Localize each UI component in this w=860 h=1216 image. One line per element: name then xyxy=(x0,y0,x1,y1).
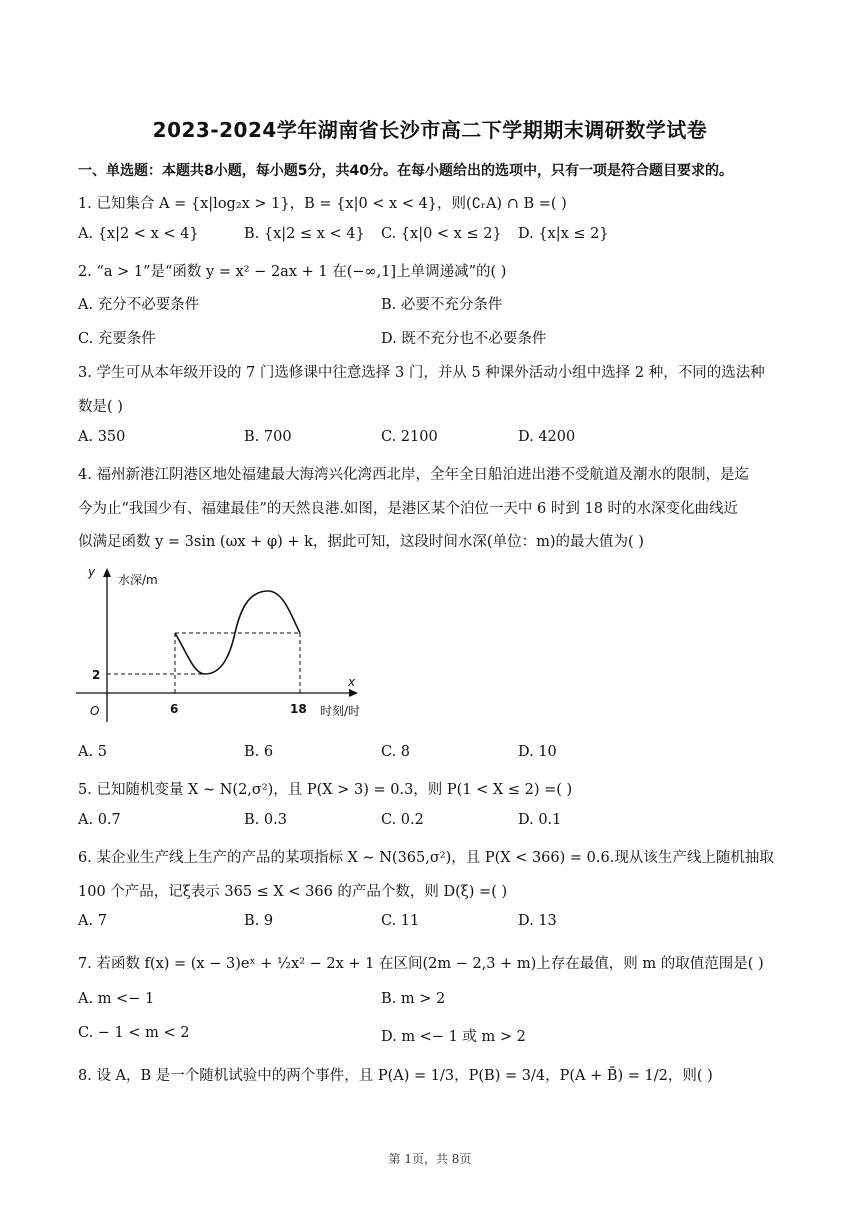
page-footer: 第 1页，共 8页 xyxy=(388,1152,472,1166)
q1-option-c[interactable]: C. {x|0 < x ≤ 2} xyxy=(381,226,502,242)
question-6-options xyxy=(78,913,798,933)
y-axis-label: 水深/m xyxy=(118,573,158,587)
question-3-options xyxy=(78,429,798,449)
q6-option-c[interactable]: C. 11 xyxy=(381,913,420,929)
q4-option-d[interactable]: D. 10 xyxy=(518,744,557,760)
question-1-options xyxy=(78,226,798,246)
question-8-stem: 8. 设 A，B 是一个随机试验中的两个事件，且 P(A) = 1/3，P(B) = 3/4，P(A + B̄) = 1/2，则( ) xyxy=(78,1068,713,1084)
q5-option-c[interactable]: C. 0.2 xyxy=(381,812,424,828)
y-axis-arrow xyxy=(103,568,111,577)
question-5-options xyxy=(78,812,798,832)
x-axis-arrow xyxy=(349,689,358,697)
q3-option-b[interactable]: B. 700 xyxy=(244,429,292,445)
q2-option-c[interactable]: C. 充要条件 xyxy=(78,331,156,347)
question-7-options-row2 xyxy=(78,1025,798,1045)
q1-option-d[interactable]: D. {x|x ≤ 2} xyxy=(518,226,609,242)
tick-label-x-18: 18 xyxy=(290,702,307,716)
question-4-stem-line1: 4. 福州新港江阴港区地处福建最大海湾兴化湾西北岸，全年全日船泊进出港不受航道及潮水的限制，是迄 xyxy=(78,467,749,483)
question-3-stem-line1: 3. 学生可从本年级开设的 7 门选修课中往意选择 3 门，并从 5 种课外活动小组中选择 2 种，不同的选法种 xyxy=(78,365,765,381)
question-4-options xyxy=(78,744,798,764)
question-4-stem-line2: 今为止“我国少有、福建最佳”的天然良港.如图，是港区某个泊位一天中 6 时到 18 时的水深变化曲线近 xyxy=(78,501,739,517)
water-depth-figure xyxy=(70,560,370,730)
x-axis-label: 时刻/时 xyxy=(320,704,361,718)
question-1-stem: 1. 已知集合 A = {x|log₂x > 1}，B = {x|0 < x < 4}，则(∁ᵣA) ∩ B =( ) xyxy=(78,196,567,212)
question-4-stem-line3: 似满足函数 y = 3sin (ωx + φ) + k，据此可知，这段时间水深(单位：m)的最大值为( ) xyxy=(78,534,644,550)
x-axis-name: x xyxy=(348,675,356,689)
q4-option-b[interactable]: B. 6 xyxy=(244,744,274,760)
q5-option-b[interactable]: B. 0.3 xyxy=(244,812,287,828)
question-3-stem-line2: 数是( ) xyxy=(78,399,123,415)
origin-label: O xyxy=(90,704,100,718)
tick-label-y-2: 2 xyxy=(92,668,101,682)
y-axis-name: y xyxy=(88,565,96,579)
question-5-stem: 5. 已知随机变量 X ∼ N(2,σ²)，且 P(X > 3) = 0.3，则 P(1 < X ≤ 2) =( ) xyxy=(78,782,573,798)
q1-option-b[interactable]: B. {x|2 ≤ x < 4} xyxy=(244,226,365,242)
q1-option-a[interactable]: A. {x|2 < x < 4} xyxy=(78,226,199,242)
q4-option-c[interactable]: C. 8 xyxy=(381,744,411,760)
q3-option-d[interactable]: D. 4200 xyxy=(518,429,576,445)
question-6-stem-line2: 100 个产品，记ξ表示 365 ≤ X < 366 的产品个数，则 D(ξ) =( ) xyxy=(78,884,508,900)
tick-label-x-6: 6 xyxy=(170,702,179,716)
q2-option-a[interactable]: A. 充分不必要条件 xyxy=(78,297,200,313)
q3-option-c[interactable]: C. 2100 xyxy=(381,429,438,445)
question-6-stem-line1: 6. 某企业生产线上生产的产品的某项指标 X ∼ N(365,σ²)，且 P(X < 366) = 0.6.现从该生产线上随机抽取 xyxy=(78,850,774,866)
q6-option-a[interactable]: A. 7 xyxy=(78,913,107,929)
q3-option-a[interactable]: A. 350 xyxy=(78,429,126,445)
q5-option-d[interactable]: D. 0.1 xyxy=(518,812,562,828)
question-7-stem: 7. 若函数 f(x) = (x − 3)eˣ + ½x² − 2x + 1 在区间(2m − 2,3 + m)上存在最值，则 m 的取值范围是( ) xyxy=(78,956,764,972)
q2-option-d[interactable]: D. 既不充分也不必要条件 xyxy=(381,331,547,347)
q7-option-b[interactable]: B. m > 2 xyxy=(381,991,446,1007)
question-2-stem: 2. “a > 1”是“函数 y = x² − 2ax + 1 在(−∞,1]上单调递减”的( ) xyxy=(78,264,507,280)
q2-option-b[interactable]: B. 必要不充分条件 xyxy=(381,297,503,313)
q7-option-a[interactable]: A. m <− 1 xyxy=(78,991,155,1007)
page-title: 2023-2024学年湖南省长沙市高二下学期期末调研数学试卷 xyxy=(152,118,708,142)
q4-option-a[interactable]: A. 5 xyxy=(78,744,107,760)
question-2-options-row1 xyxy=(78,293,798,313)
question-7-options-row1 xyxy=(78,991,798,1011)
q6-option-d[interactable]: D. 13 xyxy=(518,913,557,929)
q7-option-d[interactable]: D. m <− 1 或 m > 2 xyxy=(381,1029,526,1045)
q7-option-c[interactable]: C. − 1 < m < 2 xyxy=(78,1025,190,1041)
q6-option-b[interactable]: B. 9 xyxy=(244,913,274,929)
question-2-options-row2 xyxy=(78,327,798,347)
section-heading: 一、单选题：本题共8小题，每小题5分，共40分。在每小题给出的选项中，只有一项是符合题目要求的。 xyxy=(78,163,733,179)
q5-option-a[interactable]: A. 0.7 xyxy=(78,812,121,828)
